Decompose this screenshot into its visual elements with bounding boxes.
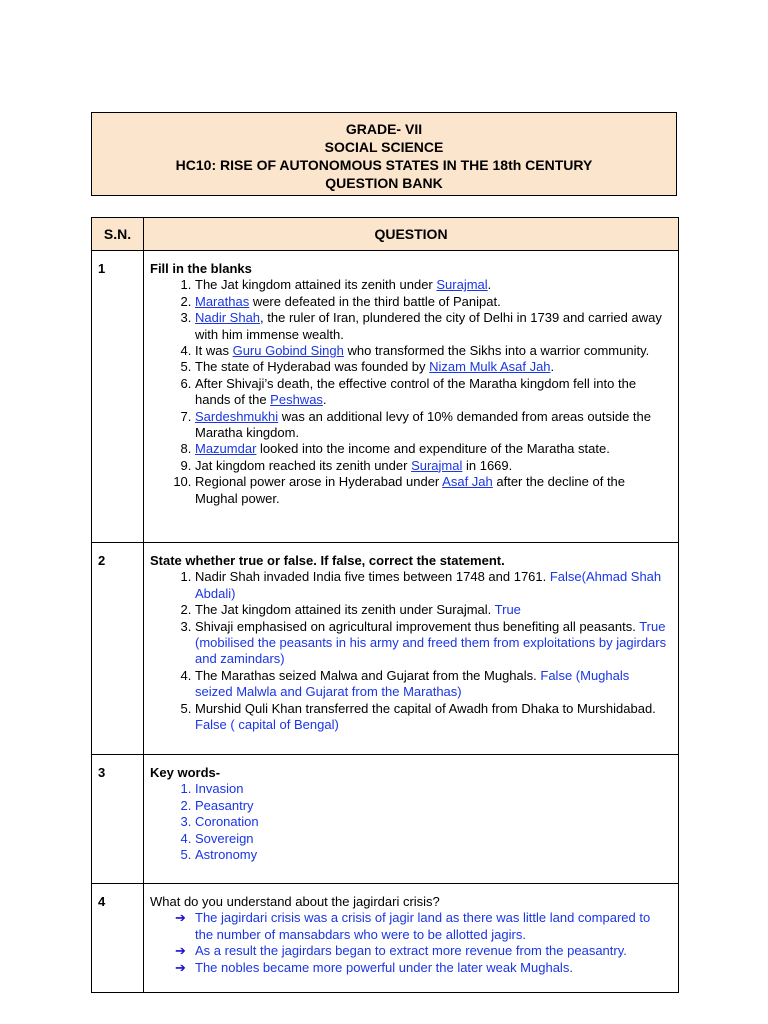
key-words-list [150,781,670,863]
list-item: ➔ The nobles became more powerful under the later weak Mughals. [175,959,573,975]
answer-text: False (Mughals seized Malwla and Gujarat from the Marathas) [195,667,630,700]
list-item: 5. Astronomy [195,847,670,863]
list-item: 5. Murshid Quli Khan transferred the capital of Awadh from Dhaka to Murshidabad. False ( capital of Bengal) [195,701,670,734]
serial-number: 2 [92,543,144,755]
list-item: 4. It was Guru Gobind Singh who transformed the Sikhs into a warrior community. [195,343,670,359]
list-item: ➔ The jagirdari crisis was a crisis of jagir land as there was little land compared to the number of mansabdars who were to be allotted jagirs. [175,910,651,942]
list-item: 8. Mazumdar looked into the income and expenditure of the Maratha state. [195,441,670,457]
answer-link[interactable]: Mazumdar [195,441,257,457]
chapter-title: HC10: RISE OF AUTONOMOUS STATES IN THE 18th CENTURY [175,157,593,173]
arrow-icon: ➔ [175,910,186,926]
answer-link[interactable]: Nizam Mulk Asaf Jah [429,359,551,375]
sn-column-header: S.N. [92,218,144,251]
serial-number: 1 [92,251,144,543]
list-item: 4. Sovereign [195,831,670,847]
true-false-list [150,569,670,733]
answer-text: False ( capital of Bengal) [195,717,339,733]
list-item: 4. The Marathas seized Malwa and Gujarat from the Mughals. False (Mughals seized Malwla and Gujarat from the Marathas) [195,668,670,701]
list-item: 1. Invasion [195,781,670,797]
list-item: 6. After Shivaji’s death, the effective control of the Maratha kingdom fell into the hands of the Peshwas. [195,376,670,409]
answer-link[interactable]: Nadir Shah [195,310,261,326]
question-column-header: QUESTION [144,218,679,251]
section-title: State whether true or false. If false, correct the statement. [150,553,505,568]
question-cell [144,884,679,993]
table-row [92,251,679,543]
arrow-icon: ➔ [175,943,186,959]
section-title: Key words- [150,765,221,780]
answer-text: True (mobilised the peasants in his army and freed them from exploitations by jagirdars and zamindars) [195,618,667,667]
question-cell [144,251,679,543]
list-item: 1. The Jat kingdom attained its zenith under Surajmal. [195,277,670,293]
list-item: 2. Marathas were defeated in the third battle of Panipat. [195,294,670,310]
list-item: 2. Peasantry [195,798,670,814]
answer-text: True [494,602,521,618]
list-item: ➔ As a result the jagirdars began to extract more revenue from the peasantry. [175,943,627,959]
question-text: What do you understand about the jagirdari crisis? [150,894,440,909]
table-row [92,543,679,755]
table-row [92,755,679,884]
section-title: Fill in the blanks [150,261,252,276]
answer-link[interactable]: Sardeshmukhi [195,408,279,424]
document-type-title: QUESTION BANK [325,175,443,191]
list-item: 1. Nadir Shah invaded India five times between 1748 and 1761. False(Ahmad Shah Abdali) [195,569,670,602]
answer-link[interactable]: Marathas [195,293,250,309]
list-item: 3. Nadir Shah, the ruler of Iran, plundered the city of Delhi in 1739 and carried away with him immense wealth. [195,310,670,343]
serial-number: 4 [92,884,144,993]
list-item: 3. Coronation [195,814,670,830]
subject-title: SOCIAL SCIENCE [324,139,444,155]
answer-text: False(Ahmad Shah Abdali) [195,569,662,601]
fill-blanks-list [150,277,670,507]
list-item: 2. The Jat kingdom attained its zenith under Surajmal. True [195,602,670,618]
answer-link[interactable]: Surajmal [411,457,463,473]
question-table [91,217,679,993]
table-header-row [92,218,679,251]
grade-title: GRADE- VII [345,121,423,137]
list-item: 9. Jat kingdom reached its zenith under Surajmal in 1669. [195,458,670,474]
answer-link[interactable]: Guru Gobind Singh [232,343,344,359]
table-row [92,884,679,993]
answer-link[interactable]: Surajmal [436,277,488,293]
list-item: 3. Shivaji emphasised on agricultural improvement thus benefiting all peasants. True (mobilised the peasants in his army and freed them from exploitations by jagirdars and zamindars) [195,619,670,668]
answer-link[interactable]: Asaf Jah [442,474,493,490]
list-item: 5. The state of Hyderabad was founded by Nizam Mulk Asaf Jah. [195,359,670,375]
answer-link[interactable]: Peshwas [270,392,323,408]
question-cell [144,543,679,755]
answer-points-list [150,910,670,976]
list-item: 10. Regional power arose in Hyderabad under Asaf Jah after the decline of the Mughal power. [195,474,670,507]
arrow-icon: ➔ [175,959,186,975]
document-header [91,112,677,196]
serial-number: 3 [92,755,144,884]
list-item: 7. Sardeshmukhi was an additional levy of 10% demanded from areas outside the Maratha kingdom. [195,409,670,442]
question-cell [144,755,679,884]
